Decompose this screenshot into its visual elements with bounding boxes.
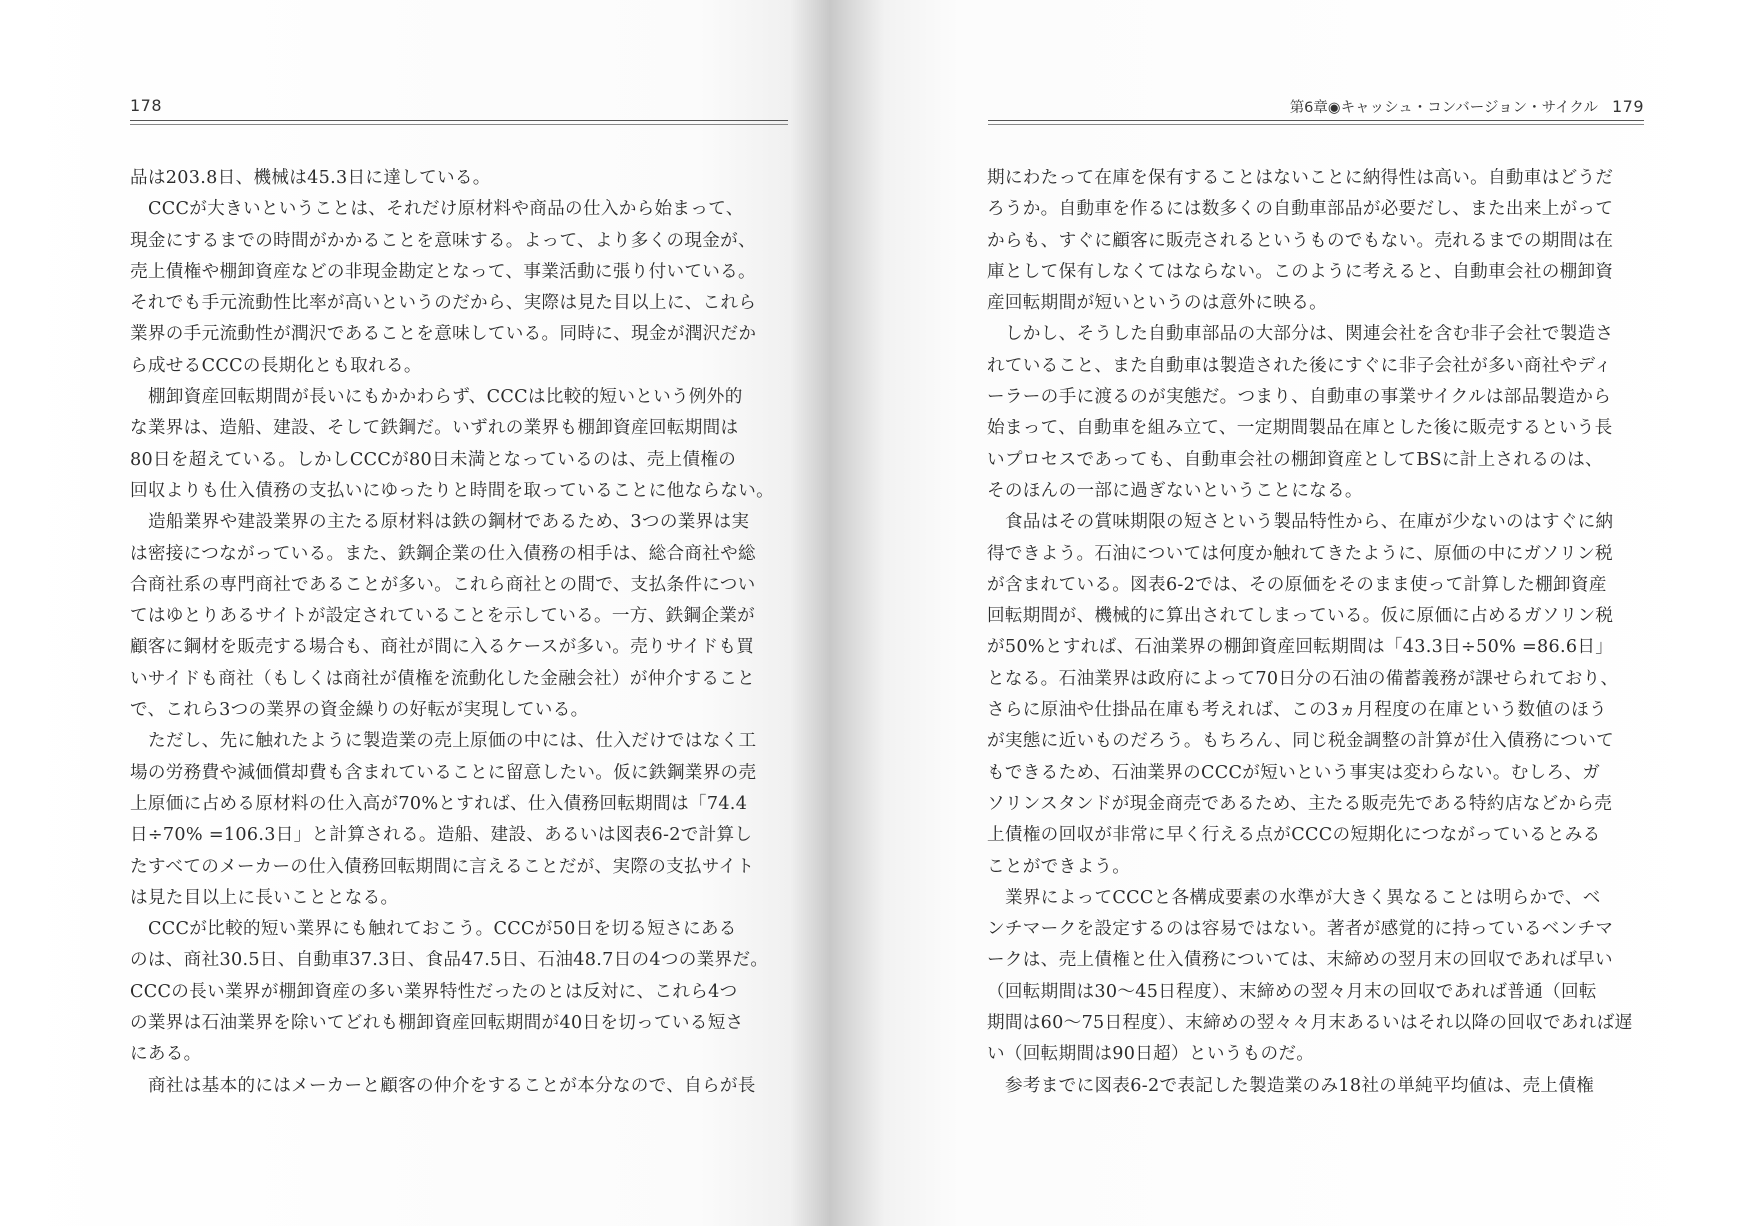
text-line: にある。 bbox=[130, 1044, 202, 1065]
text-line: からも、すぐに顧客に販売されるというものでもない。売れるまでの期間は在 bbox=[987, 230, 1614, 251]
text-line: 棚卸資産回転期間が長いにもかかわらず、CCCは比較的短いという例外的 bbox=[148, 387, 743, 408]
text-line: 顧客に鋼材を販売する場合も、商社が間に入るケースが多い。売りサイドも買 bbox=[130, 637, 755, 658]
text-line: で、これら3つの業界の資金繰りの好転が実現している。 bbox=[130, 700, 589, 721]
right-page bbox=[870, 0, 1739, 1226]
text-line: の業界は石油業界を除いてどれも棚卸資産回転期間が40日を切っている短さ bbox=[130, 1013, 744, 1034]
text-line: のは、商社30.5日、自動車37.3日、食品47.5日、石油48.7日の4つの業界だ。 bbox=[130, 950, 769, 971]
text-line: 上債権の回収が非常に早く行える点がCCCの短期化につながっているとみる bbox=[987, 825, 1601, 846]
right-page-header bbox=[988, 96, 1644, 121]
text-line: 得できよう。石油については何度か触れてきたように、原価の中にガソリン税 bbox=[987, 543, 1613, 564]
text-line: ークは、売上債権と仕入債務については、末締めの翌月末の回収であれば早い bbox=[987, 950, 1613, 971]
text-line: 回収よりも仕入債務の支払いにゆったりと時間を取っていることに他ならない。 bbox=[130, 480, 775, 501]
text-line: 回転期間が、機械的に算出されてしまっている。仮に原価に占めるガソリン税 bbox=[987, 606, 1614, 627]
text-line: ら成せるCCCの長期化とも取れる。 bbox=[130, 355, 422, 376]
text-line: 業界によってCCCと各構成要素の水準が大きく異なることは明らかで、ベ bbox=[1005, 887, 1601, 908]
page-number-left: 178 bbox=[130, 96, 163, 115]
text-line: てはゆとりあるサイトが設定されていることを示している。一方、鉄鋼企業が bbox=[130, 606, 756, 627]
text-line: いサイドも商社（もしくは商社が債権を流動化した金融会社）が仲介すること bbox=[130, 668, 756, 689]
text-line: れていること、また自動車は製造された後にすぐに非子会社が多い商社やディ bbox=[987, 355, 1612, 376]
text-line: が含まれている。図表6-2では、その原価をそのまま使って計算した棚卸資産 bbox=[987, 574, 1607, 595]
text-line: 日÷70% =106.3日」と計算される。造船、建設、あるいは図表6-2で計算し bbox=[130, 825, 753, 846]
chapter-running-head: 第6章◉キャッシュ・コンバージョン・サイクル bbox=[1289, 100, 1598, 116]
text-line: 期にわたって在庫を保有することはないことに納得性は高い。自動車はどうだ bbox=[987, 168, 1614, 188]
text-line: いプロセスであっても、自動車会社の棚卸資産としてBSに計上されるのは、 bbox=[987, 449, 1603, 470]
left-page-header bbox=[130, 96, 788, 121]
text-line: そのほんの一部に過ぎないということになる。 bbox=[987, 480, 1363, 501]
text-line: い（回転期間は90日超）というものだ。 bbox=[987, 1044, 1315, 1065]
text-line: ンチマークを設定するのは容易ではない。著者が感覚的に持っているベンチマ bbox=[987, 919, 1614, 940]
text-line: な業界は、造船、建設、そして鉄鋼だ。いずれの業界も棚卸資産回転期間は bbox=[130, 418, 739, 439]
left-page bbox=[0, 0, 830, 1226]
text-line: は見た目以上に長いこととなる。 bbox=[130, 887, 399, 908]
text-line: 産回転期間が短いというのは意外に映る。 bbox=[987, 293, 1327, 314]
text-line: 上原価に占める原材料の仕入高が70%とすれば、仕入債務回転期間は「74.4 bbox=[130, 793, 748, 814]
text-line: ただし、先に触れたように製造業の売上原価の中には、仕入だけではなく工 bbox=[148, 731, 757, 752]
text-line: が実態に近いものだろう。もちろん、同じ税金調整の計算が仕入債務について bbox=[987, 731, 1614, 752]
text-line: となる。石油業界は政府によって70日分の石油の備蓄義務が課せられており、 bbox=[987, 668, 1619, 689]
text-line: 庫として保有しなくてはならない。このように考えると、自動車会社の棚卸資 bbox=[987, 261, 1614, 282]
text-line: 場の労務費や減価償却費も含まれていることに留意したい。仮に鉄鋼業界の売 bbox=[130, 762, 757, 783]
text-line: ろうか。自動車を作るには数多くの自動車部品が必要だし、また出来上がって bbox=[987, 199, 1614, 220]
left-page-body bbox=[130, 163, 794, 1102]
text-line: （回転期間は30～45日程度）、末締めの翌々月末の回収であれば普通（回転 bbox=[987, 981, 1597, 1002]
text-line: ことができよう。 bbox=[987, 856, 1131, 877]
text-line: たすべてのメーカーの仕入債務回転期間に言えることだが、実際の支払サイト bbox=[130, 856, 755, 877]
text-line: 参考までに図表6-2で表記した製造業のみ18社の単純平均値は、売上債権 bbox=[1005, 1075, 1595, 1096]
text-line: は密接につながっている。また、鉄鋼企業の仕入債務の相手は、総合商社や総 bbox=[130, 543, 756, 564]
text-line: 80日を超えている。しかしCCCが80日未満となっているのは、売上債権の bbox=[130, 449, 737, 470]
text-line: それでも手元流動性比率が高いというのだから、実際は見た目以上に、これら bbox=[130, 293, 757, 314]
text-line: 合商社系の専門商社であることが多い。これら商社との間で、支払条件につい bbox=[130, 574, 756, 595]
text-line: 食品はその賞味期限の短さという製品特性から、在庫が少ないのはすぐに納 bbox=[1005, 512, 1614, 533]
text-line: ソリンスタンドが現金商売であるため、主たる販売先である特約店などから売 bbox=[987, 793, 1613, 814]
text-line: 期間は60～75日程度）、末締めの翌々々月末あるいはそれ以降の回収であれば遅 bbox=[987, 1013, 1633, 1034]
text-line: ーラーの手に渡るのが実態だ。つまり、自動車の事業サイクルは部品製造から bbox=[987, 387, 1612, 408]
text-line: CCCの長い業界が棚卸資産の多い業界特性だったのとは反対に、これら4つ bbox=[130, 981, 738, 1002]
text-line: しかし、そうした自動車部品の大部分は、関連会社を含む非子会社で製造さ bbox=[1005, 324, 1614, 345]
text-line: が50%とすれば、石油業界の棚卸資産回転期間は「43.3日÷50% =86.6日」 bbox=[987, 637, 1614, 658]
text-line: CCCが比較的短い業界にも触れておこう。CCCが50日を切る短さにある bbox=[148, 919, 737, 940]
text-line: 現金にするまでの時間がかかることを意味する。よって、より多くの現金が、 bbox=[130, 230, 756, 251]
text-line: 商社は基本的にはメーカーと顧客の仲介をすることが本分なので、自らが長 bbox=[148, 1075, 756, 1096]
text-line: 品は203.8日、機械は45.3日に達している。 bbox=[130, 168, 491, 188]
text-line: 始まって、自動車を組み立て、一定期間製品在庫とした後に販売するという長 bbox=[987, 418, 1613, 439]
right-page-body bbox=[987, 163, 1647, 1102]
text-line: 売上債権や棚卸資産などの非現金勘定となって、事業活動に張り付いている。 bbox=[130, 261, 756, 282]
text-line: 業界の手元流動性が潤沢であることを意味している。同時に、現金が潤沢だか bbox=[130, 324, 757, 345]
text-line: CCCが大きいということは、それだけ原材料や商品の仕入から始まって、 bbox=[148, 199, 744, 220]
page-number-right: 179 bbox=[1611, 97, 1644, 116]
text-line: さらに原油や仕掛品在庫も考えれば、この3ヵ月程度の在庫という数値のほう bbox=[987, 700, 1607, 721]
text-line: もできるため、石油業界のCCCが短いという事実は変わらない。むしろ、ガ bbox=[987, 762, 1601, 783]
text-line: 造船業界や建設業界の主たる原材料は鉄の鋼材であるため、3つの業界は実 bbox=[148, 512, 750, 533]
